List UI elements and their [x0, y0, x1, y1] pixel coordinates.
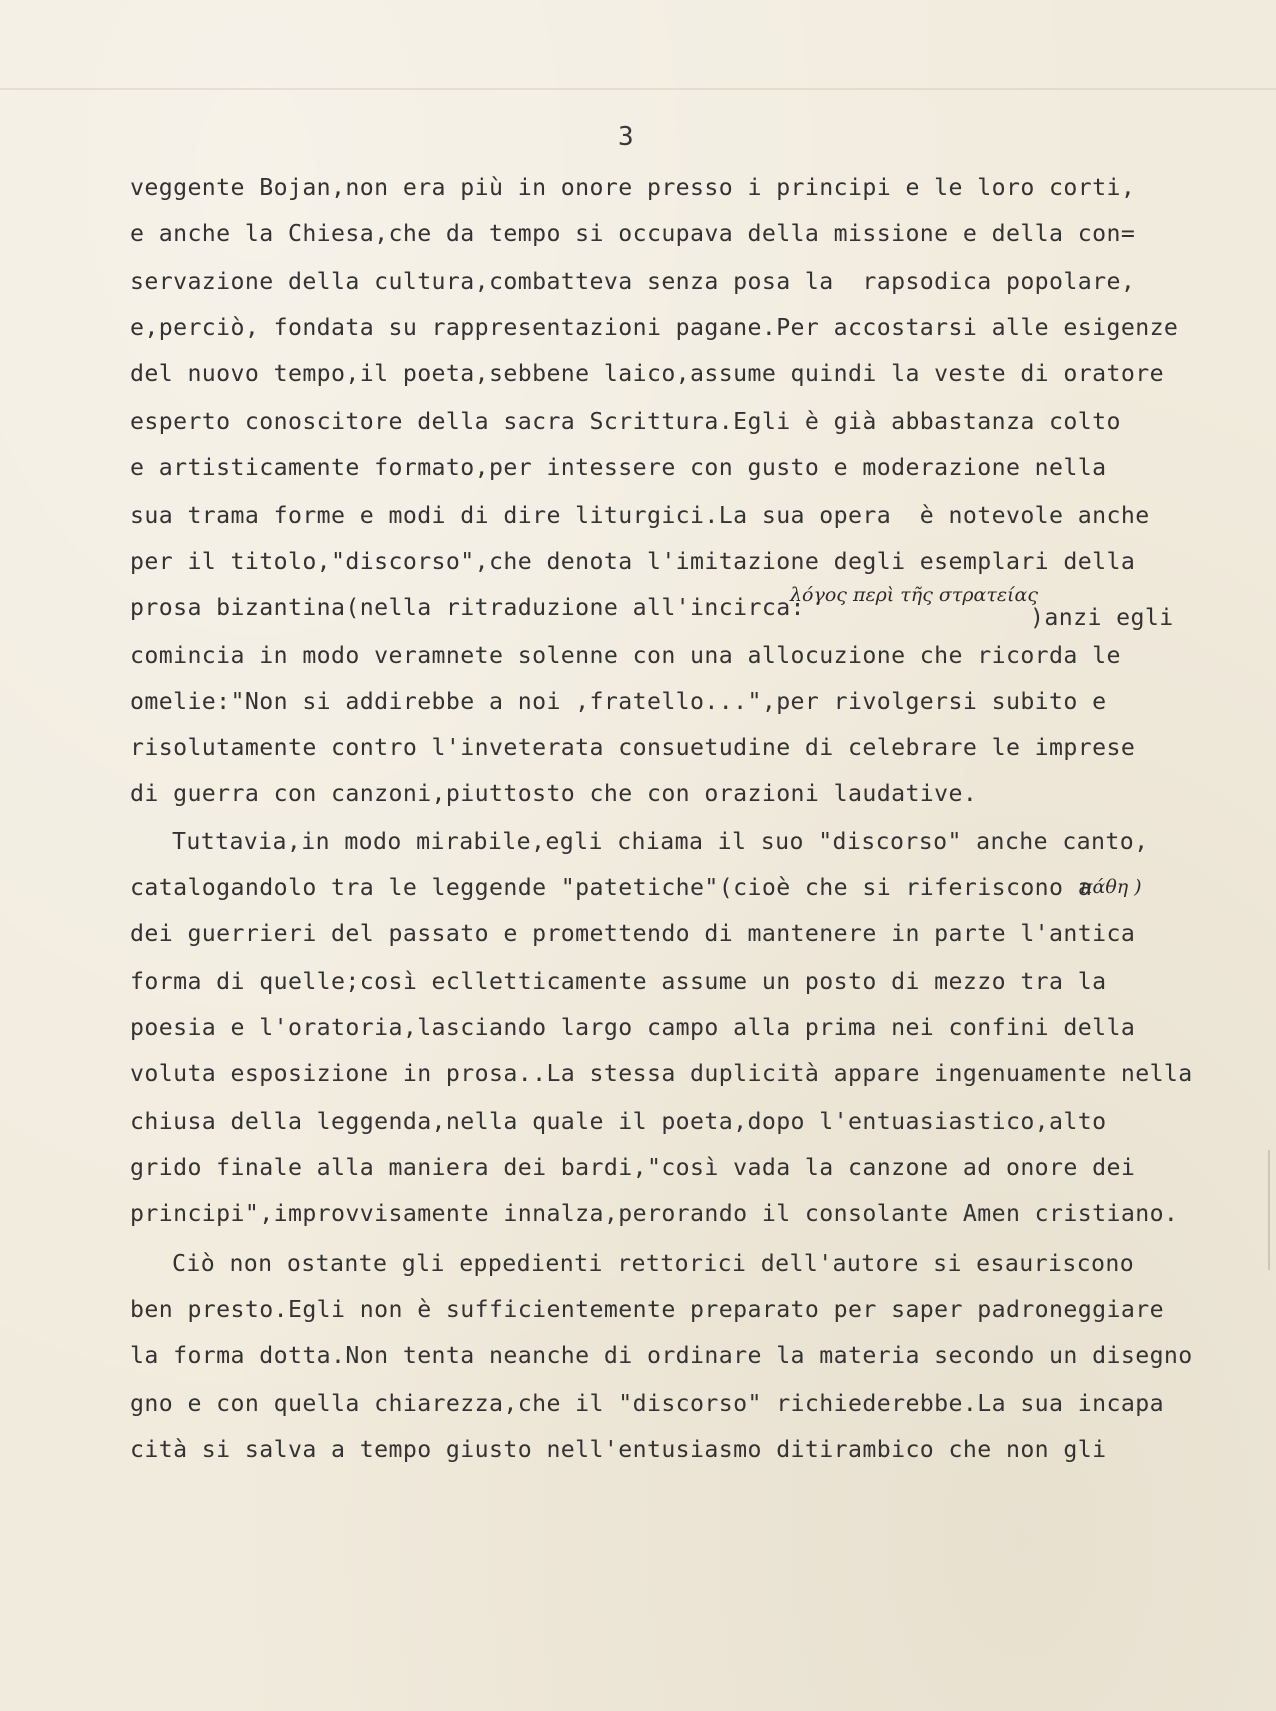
handwritten-greek-annotation: λόγος περὶ τῆς στρατείας	[790, 584, 1038, 606]
text-line: e,perciò, fondata su rappresentazioni pagane.Per accostarsi alle esigenze	[130, 314, 1179, 341]
text-line: del nuovo tempo,il poeta,sebbene laico,assume quindi la veste di oratore	[130, 360, 1164, 387]
text-line: dei guerrieri del passato e promettendo di mantenere in parte l'antica	[130, 920, 1136, 947]
text-line: principi",improvvisamente innalza,perorando il consolante Amen cristiano.	[130, 1200, 1179, 1227]
text-line: veggente Bojan,non era più in onore presso i principi e le loro corti,	[130, 174, 1136, 201]
text-line: ben presto.Egli non è sufficientemente preparato per saper padroneggiare	[130, 1296, 1164, 1323]
text-line: Tuttavia,in modo mirabile,egli chiama il suo "discorso" anche canto,	[172, 828, 1149, 855]
paper-fold	[0, 88, 1276, 90]
text-line: cità si salva a tempo giusto nell'entusiasmo ditirambico che non gli	[130, 1436, 1107, 1463]
text-line: risolutamente contro l'inveterata consuetudine di celebrare le imprese	[130, 734, 1136, 761]
page-edge-shadow	[1268, 1150, 1270, 1270]
text-line: Ciò non ostante gli eppedienti rettorici dell'autore si esauriscono	[172, 1250, 1135, 1277]
text-line: di guerra con canzoni,piuttosto che con orazioni laudative.	[130, 780, 978, 807]
text-line: comincia in modo veramnete solenne con una allocuzione che ricorda le	[130, 642, 1121, 669]
text-line-continuation: )anzi egli	[1030, 604, 1174, 631]
text-line: servazione della cultura,combatteva senza posa la rapsodica popolare,	[130, 268, 1136, 295]
text-line: voluta esposizione in prosa..La stessa duplicità appare ingenuamente nella	[130, 1060, 1193, 1087]
text-line: grido finale alla maniera dei bardi,"così vada la canzone ad onore dei	[130, 1154, 1136, 1181]
text-line: prosa bizantina(nella ritraduzione all'incirca:	[130, 594, 805, 621]
text-line: gno e con quella chiarezza,che il "discorso" richiederebbe.La sua incapa	[130, 1390, 1164, 1417]
text-line: omelie:"Non si addirebbe a noi ,fratello...",per rivolgersi subito e	[130, 688, 1107, 715]
text-line: per il titolo,"discorso",che denota l'imitazione degli esemplari della	[130, 548, 1136, 575]
text-line: chiusa della leggenda,nella quale il poeta,dopo l'entuasiastico,alto	[130, 1108, 1107, 1135]
text-line: sua trama forme e modi di dire liturgici.La sua opera è notevole anche	[130, 502, 1150, 529]
handwritten-greek-annotation: πάθη )	[1080, 876, 1142, 898]
text-line: poesia e l'oratoria,lasciando largo campo alla prima nei confini della	[130, 1014, 1136, 1041]
text-line: e anche la Chiesa,che da tempo si occupava della missione e della con=	[130, 220, 1136, 247]
text-line: e artisticamente formato,per intessere con gusto e moderazione nella	[130, 454, 1107, 481]
text-line: forma di quelle;così eclletticamente assume un posto di mezzo tra la	[130, 968, 1107, 995]
text-line: la forma dotta.Non tenta neanche di ordinare la materia secondo un disegno	[130, 1342, 1193, 1369]
text-line: catalogandolo tra le leggende "patetiche"(cioè che si riferiscono a	[130, 874, 1093, 901]
page-number: 3	[618, 122, 634, 152]
text-line: esperto conoscitore della sacra Scrittura.Egli è già abbastanza colto	[130, 408, 1121, 435]
